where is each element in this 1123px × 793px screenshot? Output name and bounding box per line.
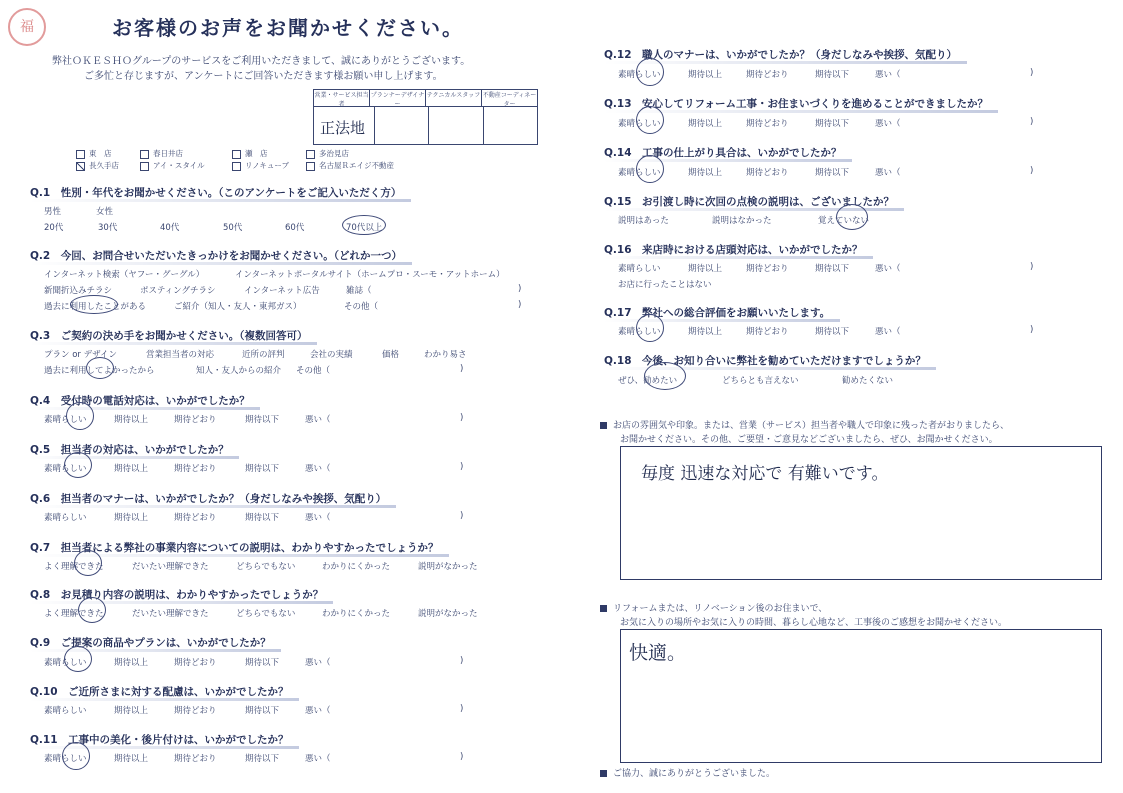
hand-circle-mark xyxy=(836,204,868,230)
close-paren: ) xyxy=(460,704,464,714)
staff-sales-name[interactable]: 正法地 xyxy=(314,107,375,144)
q2-option[interactable]: ポスティングチラシ xyxy=(140,286,216,296)
q1-option[interactable]: 50代 xyxy=(223,223,243,233)
scale-option[interactable]: 期待以下 xyxy=(245,706,280,716)
q8-option-selected[interactable]: よく理解できた xyxy=(44,609,104,619)
hand-circle-mark xyxy=(644,362,686,390)
close-paren: ) xyxy=(460,656,464,666)
scale-option[interactable]: 期待どおり xyxy=(746,119,789,129)
checkbox-icon xyxy=(306,162,315,171)
question-heading: Q.3 ご契約の決め手をお聞かせください。（複数回答可） xyxy=(30,330,308,342)
checkbox-checked-icon xyxy=(76,162,85,171)
scale-option[interactable]: 悪い（ xyxy=(305,415,331,425)
staff-header-sales: 営業・サービス担当者 xyxy=(314,92,369,108)
scale-option[interactable]: 期待どおり xyxy=(174,658,217,668)
intro-line-2: ご多忙と存じますが、アンケートにご回答いただきます様お願い申し上げます。 xyxy=(84,71,443,82)
scale-option[interactable]: 悪い（ xyxy=(305,706,331,716)
hand-circle-mark xyxy=(74,550,102,576)
scale-option[interactable]: 期待以上 xyxy=(688,70,723,80)
scale-option[interactable]: 期待以下 xyxy=(815,119,850,129)
q8-option[interactable]: どちらでもない xyxy=(236,609,296,619)
scale-option-selected[interactable]: 素晴らしい xyxy=(44,415,87,425)
hand-circle-mark xyxy=(66,402,94,430)
close-paren: ) xyxy=(460,462,464,472)
store-option[interactable]: 多治見店 xyxy=(306,148,349,159)
store-option[interactable]: 瀬 店 xyxy=(232,148,268,159)
comment1-prompt-line1: お店の雰囲気や印象。または、営業（サービス）担当者や職人で印象に残った者がおりましたら、 xyxy=(600,418,1009,431)
close-paren: ) xyxy=(460,511,464,521)
q2-option[interactable]: インターネット広告 xyxy=(244,286,320,296)
q3-option-selected[interactable]: 過去に利用してよかったから xyxy=(44,366,155,376)
comment1-prompt-line2: お聞かせください。その他、ご要望・ご意見などございましたら、ぜひ、お聞かせください。 xyxy=(620,435,998,445)
scale-option-selected[interactable]: 素晴らしい xyxy=(618,70,661,80)
hand-circle-mark xyxy=(636,314,664,342)
scale-option[interactable]: 期待以上 xyxy=(114,415,149,425)
question-heading: Q.1 性別・年代をお聞かせください。（このアンケートをご記入いただく方） xyxy=(30,187,402,199)
scale-option[interactable]: 期待どおり xyxy=(746,70,789,80)
q1-option-selected[interactable]: 70代以上 xyxy=(346,223,383,233)
q3-option[interactable]: その他（ xyxy=(296,366,331,376)
q3-option[interactable]: 近所の評判 xyxy=(242,350,285,360)
question-heading: Q.5 担当者の対応は、いかがでしたか？ xyxy=(30,444,229,456)
question-heading: Q.17 弊社への総合評価をお願いいたします。 xyxy=(604,307,831,319)
question-heading: Q.15 お引渡し時に次回の点検の説明は、ございましたか？ xyxy=(604,196,895,208)
scale-option[interactable]: 素晴らしい xyxy=(44,706,87,716)
scale-option[interactable]: 期待以下 xyxy=(245,754,280,764)
scale-option[interactable]: 期待以下 xyxy=(245,464,280,474)
bullet-square-icon xyxy=(600,770,607,777)
q2-option[interactable]: 新聞折込みチラシ xyxy=(44,286,113,296)
question-heading: Q.2 今回、お問合せいただいたきっかけをお聞かせください。（どれか一つ） xyxy=(30,250,402,262)
question-heading: Q.14 工事の仕上がり具合は、いかがでしたか？ xyxy=(604,147,842,159)
store-option[interactable]: 名古屋Ｒエイジ不動産 xyxy=(306,160,394,171)
q18-option[interactable]: どちらとも言えない xyxy=(722,376,799,386)
scale-option[interactable]: 期待以下 xyxy=(815,70,850,80)
scale-option[interactable]: 期待以下 xyxy=(815,264,850,274)
close-paren: ) xyxy=(460,364,464,374)
seal-stamp: 福 xyxy=(8,8,46,46)
scale-option[interactable]: 期待以下 xyxy=(815,327,850,337)
store-option-checked[interactable]: 長久手店 xyxy=(76,160,119,171)
scale-option-selected[interactable]: 素晴らしい xyxy=(618,168,661,178)
checkbox-icon xyxy=(232,150,241,159)
footer-thanks: ご協力、誠にありがとうございました。 xyxy=(600,766,775,779)
q1-option[interactable]: 60代 xyxy=(285,223,305,233)
question-heading: Q.8 お見積り内容の説明は、わかりやすかったでしょうか？ xyxy=(30,589,324,601)
q3-option[interactable]: わかり易さ xyxy=(424,350,467,360)
scale-option[interactable]: 期待以上 xyxy=(688,119,723,129)
scale-option[interactable]: 期待以上 xyxy=(114,754,149,764)
store-option[interactable]: 東 店 xyxy=(76,148,112,159)
question-heading: Q.10 ご近所さまに対する配慮は、いかがでしたか？ xyxy=(30,686,289,698)
q15-option[interactable]: 説明はなかった xyxy=(712,216,772,226)
hand-circle-mark xyxy=(64,646,92,672)
q2-option[interactable]: インターネット検索（ヤフー・グーグル） xyxy=(44,270,205,280)
comment2-prompt-line1: リフォームまたは、リノベーション後のお住まいで、 xyxy=(600,601,827,614)
q3-option[interactable]: 営業担当者の対応 xyxy=(146,350,215,360)
scale-option[interactable]: 期待以下 xyxy=(245,415,280,425)
q1-option[interactable]: 40代 xyxy=(160,223,180,233)
scale-option[interactable]: 期待以上 xyxy=(114,706,149,716)
store-option[interactable]: アイ・スタイル xyxy=(140,160,205,171)
q7-option[interactable]: 説明がなかった xyxy=(418,562,478,572)
close-paren: ) xyxy=(1030,166,1034,176)
close-paren: ) xyxy=(460,752,464,762)
question-heading: Q.18 今後、お知り合いに弊社を勧めていただけますでしょうか？ xyxy=(604,355,926,367)
scale-option[interactable]: 悪い（ xyxy=(875,264,901,274)
q1-option[interactable]: 20代 xyxy=(44,223,64,233)
checkbox-icon xyxy=(140,162,149,171)
store-option[interactable]: リノキューブ xyxy=(232,160,289,171)
q2-option[interactable]: 雑誌（ xyxy=(346,286,372,296)
hand-circle-mark xyxy=(86,357,114,379)
q3-option[interactable]: 知人・友人からの紹介 xyxy=(196,366,282,376)
checkbox-icon xyxy=(306,150,315,159)
q7-option-selected[interactable]: よく理解できた xyxy=(44,562,104,572)
scale-option-selected[interactable]: 素晴らしい xyxy=(44,464,87,474)
close-paren: ) xyxy=(518,284,522,294)
q2-option[interactable]: ご紹介（知人・友人・東邦ガス） xyxy=(174,302,302,312)
staff-header-planner: プランナーデザイナー xyxy=(370,92,425,108)
q15-option[interactable]: 説明はあった xyxy=(618,216,669,226)
scale-option[interactable]: 期待以上 xyxy=(114,513,149,523)
staff-technical-cell[interactable] xyxy=(429,107,484,144)
scale-option[interactable]: 期待どおり xyxy=(174,754,217,764)
q1-option[interactable]: 女性 xyxy=(96,207,114,217)
close-paren: ) xyxy=(1030,68,1034,78)
scale-option[interactable]: 悪い（ xyxy=(305,754,331,764)
close-paren: ) xyxy=(460,413,464,423)
scale-option[interactable]: 期待どおり xyxy=(174,464,217,474)
scale-option[interactable]: 期待以下 xyxy=(815,168,850,178)
scale-option-selected[interactable]: 素晴らしい xyxy=(44,658,87,668)
q16-extra-option[interactable]: お店に行ったことはない xyxy=(618,280,712,290)
checkbox-icon xyxy=(140,150,149,159)
question-heading: Q.6 担当者のマナーは、いかがでしたか？（身だしなみや挨拶、気配り） xyxy=(30,493,387,505)
scale-option[interactable]: 悪い（ xyxy=(875,70,901,80)
hand-circle-mark xyxy=(342,215,386,235)
scale-option-selected[interactable]: 素晴らしい xyxy=(44,754,87,764)
comment1-answer: 毎度 迅速な対応で 有難いです。 xyxy=(641,464,889,484)
q8-option[interactable]: わかりにくかった xyxy=(322,609,391,619)
question-heading: Q.7 担当者による弊社の事業内容についての説明は、わかりやすかったでしょうか？ xyxy=(30,542,439,554)
scale-option[interactable]: 悪い（ xyxy=(875,168,901,178)
staff-realestate-cell[interactable] xyxy=(484,107,538,144)
scale-option[interactable]: 期待以上 xyxy=(688,264,723,274)
comment2-answer: 快適。 xyxy=(629,642,687,664)
scale-option[interactable]: 悪い（ xyxy=(875,327,901,337)
hand-circle-mark xyxy=(636,106,664,134)
staff-header-realestate: 不動産コーディネーター xyxy=(482,92,537,108)
q1-option[interactable]: 30代 xyxy=(98,223,118,233)
staff-planner-cell[interactable] xyxy=(375,107,430,144)
store-option[interactable]: 春日井店 xyxy=(140,148,183,159)
question-heading: Q.9 ご提案の商品やプランは、いかがでしたか？ xyxy=(30,637,271,649)
scale-option[interactable]: 期待以上 xyxy=(114,658,149,668)
checkbox-icon xyxy=(76,150,85,159)
question-heading: Q.11 工事中の美化・後片付けは、いかがでしたか？ xyxy=(30,734,289,746)
scale-option[interactable]: 期待以下 xyxy=(245,513,280,523)
scale-option[interactable]: 素晴らしい xyxy=(44,513,87,523)
scale-option[interactable]: 悪い（ xyxy=(875,119,901,129)
q2-option[interactable]: その他（ xyxy=(344,302,379,312)
q2-option[interactable]: インターネットポータルサイト（ホームプロ・スーモ・アットホーム） xyxy=(235,270,505,280)
scale-option[interactable]: 期待以上 xyxy=(688,327,723,337)
hand-circle-mark xyxy=(62,742,90,770)
scale-option[interactable]: 期待どおり xyxy=(746,264,789,274)
q18-option[interactable]: 勧めたくない xyxy=(842,376,894,386)
q8-option[interactable]: 説明がなかった xyxy=(418,609,478,619)
q3-option[interactable]: プラン or デザイン xyxy=(44,350,118,360)
scale-option[interactable]: 期待どおり xyxy=(174,513,217,523)
scale-option[interactable]: 悪い（ xyxy=(305,464,331,474)
q2-option-selected[interactable]: 過去に利用したことがある xyxy=(44,302,147,312)
staff-header-technical: テクニカルスタッフ xyxy=(426,90,482,106)
close-paren: ) xyxy=(1030,262,1034,272)
scale-option[interactable]: 期待どおり xyxy=(174,706,217,716)
q3-option[interactable]: 価格 xyxy=(382,350,400,360)
q7-option[interactable]: わかりにくかった xyxy=(322,562,391,572)
scale-option[interactable]: 期待どおり xyxy=(746,168,789,178)
hand-circle-mark xyxy=(64,452,92,478)
scale-option[interactable]: 悪い（ xyxy=(305,658,331,668)
scale-option-selected[interactable]: 素晴らしい xyxy=(618,327,661,337)
question-heading: Q.12 職人のマナーは、いかがでしたか？（身だしなみや挨拶、気配り） xyxy=(604,49,958,61)
close-paren: ) xyxy=(1030,325,1034,335)
close-paren: ) xyxy=(1030,117,1034,127)
bullet-square-icon xyxy=(600,605,607,612)
q7-option[interactable]: どちらでもない xyxy=(236,562,296,572)
q3-option[interactable]: 会社の実績 xyxy=(310,350,353,360)
staff-table xyxy=(313,89,538,145)
scale-option-selected[interactable]: 素晴らしい xyxy=(618,119,661,129)
q15-option-selected[interactable]: 覚えていない xyxy=(818,216,870,226)
q8-option[interactable]: だいたい理解できた xyxy=(132,609,209,619)
hand-circle-mark xyxy=(78,597,106,623)
hand-circle-mark xyxy=(636,58,664,86)
hand-circle-mark xyxy=(70,295,118,314)
comment1-textarea[interactable] xyxy=(620,446,1102,580)
comment2-prompt-line2: お気に入りの場所やお気に入りの時間、暮らし心地など、工事後のご感想をお聞かせください。 xyxy=(620,618,1008,628)
question-heading: Q.13 安心してリフォーム工事・お住まいづくりを進めることができましたか？ xyxy=(604,98,989,110)
scale-option[interactable]: 素晴らしい xyxy=(618,264,661,274)
scale-option[interactable]: 悪い（ xyxy=(305,513,331,523)
intro-line-1: 弊社ＯＫＥＳＨＯグループのサービスをご利用いただきまして、誠にありがとうございます。 xyxy=(52,56,471,67)
q1-option[interactable]: 男性 xyxy=(44,207,62,217)
scale-option[interactable]: 期待以上 xyxy=(114,464,149,474)
hand-circle-mark xyxy=(636,155,664,183)
checkbox-icon xyxy=(232,162,241,171)
page-title: お客様のお声をお聞かせください。 xyxy=(112,16,464,40)
comment2-textarea[interactable] xyxy=(620,629,1102,763)
bullet-square-icon xyxy=(600,422,607,429)
q18-option-selected[interactable]: ぜひ、勧めたい xyxy=(618,376,678,386)
scale-option[interactable]: 期待どおり xyxy=(746,327,789,337)
question-heading: Q.4 受付時の電話対応は、いかがでしたか？ xyxy=(30,395,250,407)
question-heading: Q.16 来店時における店頭対応は、いかがでしたか？ xyxy=(604,244,863,256)
scale-option[interactable]: 期待どおり xyxy=(174,415,217,425)
scale-option[interactable]: 期待以下 xyxy=(245,658,280,668)
q7-option[interactable]: だいたい理解できた xyxy=(132,562,209,572)
scale-option[interactable]: 期待以上 xyxy=(688,168,723,178)
close-paren: ) xyxy=(518,300,522,310)
